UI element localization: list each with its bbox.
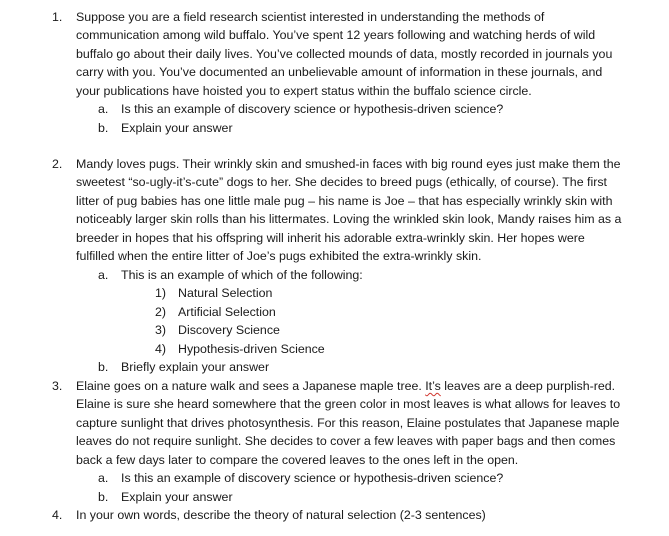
sub-question-text: Is this an example of discovery science or hypothesis-driven science? <box>121 471 504 486</box>
sub-question-b <box>0 358 626 376</box>
sub-question-text: Briefly explain your answer <box>121 359 270 374</box>
sub-question-text: Explain your answer <box>121 120 233 135</box>
sub-question-letter: b. <box>98 120 109 135</box>
option-text: Natural Selection <box>178 286 273 301</box>
question-4 <box>0 506 626 524</box>
option-number: 3) <box>155 323 167 338</box>
question-text: Mandy loves pugs. Their wrinkly skin and smushed-in faces with big round eyes just make them the sweetest “so-ugly-it’s-cute” dogs to her. She decides to breed pugs (ethically, of course). The first litter of pug babies has one little male pug – his name is Joe – that has especially wrinkly skin with noticeably larger skin rolls than his littermates. Loving the wrinkled skin look, Mandy raises him as a breeder in hopes that his offspring will inherit his adorable extra-wrinkly skin. Her hopes were fulfilled when the entire litter of Joe’s pugs exhibited the extra-wrinkly skin. <box>76 157 622 264</box>
sub-question-letter: a. <box>98 471 109 486</box>
sub-question-text: Explain your answer <box>121 489 233 504</box>
option-number: 1) <box>155 286 167 301</box>
option-4 <box>0 340 626 358</box>
question-text: Suppose you are a field research scientist interested in understanding the methods of communication among wild buffalo. You’ve spent 12 years following and watching herds of wild buffalo go about their daily lives. You’ve collected mounds of data, mostly recorded in journals you carry with you. You’ve documented an unbelievable amount of information in these journals, and your publications have hoisted you to expert status within the buffalo science circle. <box>76 10 613 98</box>
sub-question-b <box>0 119 626 137</box>
option-2 <box>0 303 626 321</box>
question-2 <box>0 155 626 376</box>
option-1 <box>0 284 626 302</box>
sub-question-letter: b. <box>98 489 109 504</box>
sub-question-a <box>0 266 626 284</box>
option-number: 2) <box>155 304 167 319</box>
question-number: 1. <box>52 10 63 24</box>
sub-question-letter: b. <box>98 359 109 374</box>
question-number: 2. <box>52 157 63 171</box>
question-text-rest: leaves are a deep purplish-red. Elaine is sure she heard somewhere that the green color in most leaves is what allows for leaves to capture sunlight that drives photosynthesis. For this reason, Elaine postulates that Japanese maple leaves do not require sunlight. She decides to cover a few leaves with paper bags and then comes back a few days later to compare the covered leaves to the ones left in the open. <box>76 379 621 467</box>
option-3 <box>0 321 626 339</box>
sub-question-text: Is this an example of discovery science or hypothesis-driven science? <box>121 102 504 117</box>
question-text <box>76 377 626 469</box>
spellcheck-flagged-word[interactable]: It’s <box>425 379 441 393</box>
question-text-start: Elaine goes on a nature walk and sees a Japanese maple tree. <box>76 379 426 393</box>
sub-question-a <box>0 469 626 487</box>
option-text: Discovery Science <box>178 323 280 338</box>
sub-question-a <box>0 100 626 118</box>
question-1 <box>0 8 626 137</box>
question-number: 4. <box>52 508 63 522</box>
question-3 <box>0 377 626 506</box>
option-text: Hypothesis-driven Science <box>178 341 325 356</box>
sub-question-text: This is an example of which of the following: <box>121 267 363 282</box>
question-text: In your own words, describe the theory of natural selection (2-3 sentences) <box>76 508 486 522</box>
option-number: 4) <box>155 341 167 356</box>
sub-question-b <box>0 488 626 506</box>
sub-question-letter: a. <box>98 102 109 117</box>
option-text: Artificial Selection <box>178 304 276 319</box>
sub-question-letter: a. <box>98 267 109 282</box>
question-number: 3. <box>52 379 63 393</box>
